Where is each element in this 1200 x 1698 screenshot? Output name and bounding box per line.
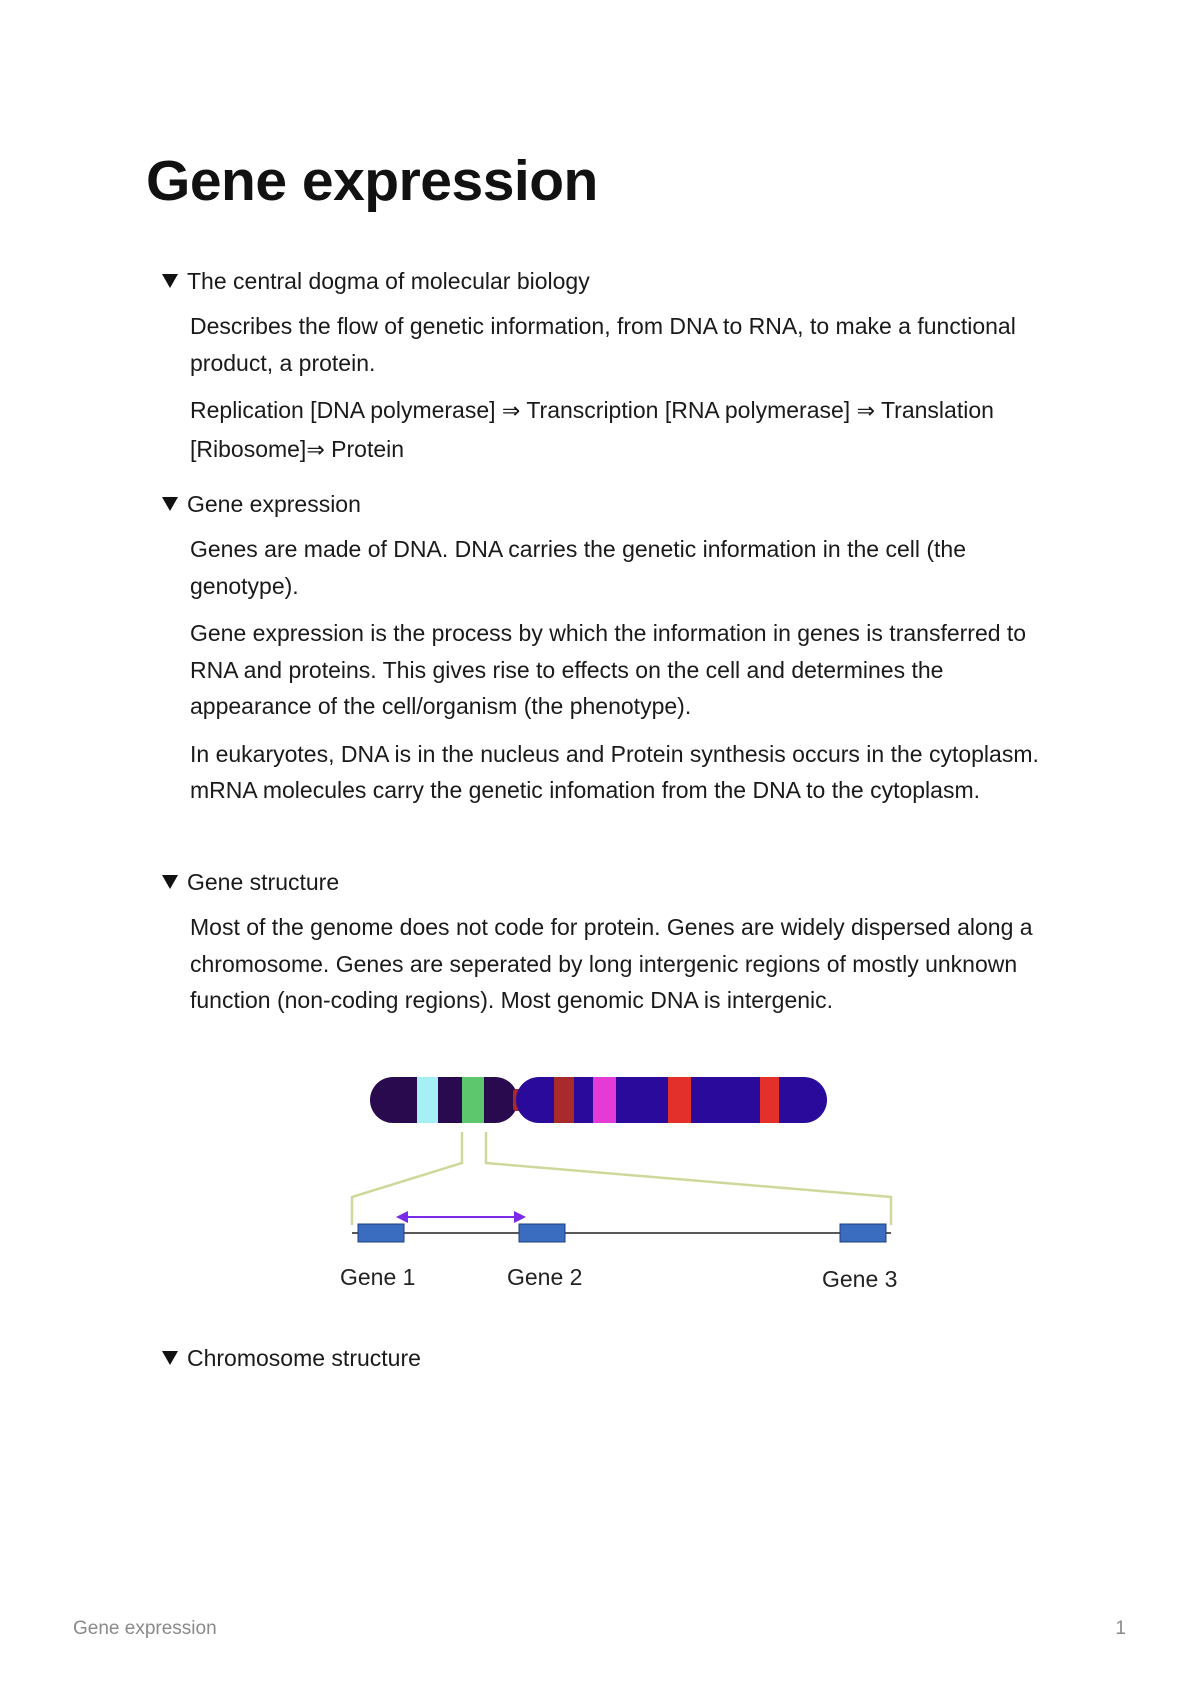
diagram-svg <box>330 1065 920 1305</box>
paragraph: In eukaryotes, DNA is in the nucleus and Protein synthesis occurs in the cytoplasm. mRNA molecules carry the genetic infomation from the DNA to the cytoplasm. <box>190 740 1039 803</box>
double-arrow-icon: ⇒ <box>856 399 875 424</box>
double-arrow-icon: ⇒ <box>306 437 325 463</box>
footer-page-number: 1 <box>1115 1618 1126 1639</box>
paragraph: Genes are made of DNA. DNA carries the genetic information in the cell (the genotype). <box>190 536 966 599</box>
chromosome-left-body <box>370 1077 518 1123</box>
paragraph: Gene expression is the process by which the information in genes is transferred to RNA and proteins. This gives rise to effects on the cell and determines the appearance of the cell/organism (the phenotype). <box>190 620 1027 719</box>
toggle-triangle-icon[interactable] <box>162 497 178 511</box>
chromosome-right-arm <box>516 1077 827 1123</box>
flow-step-transcription: Transcription [RNA polymerase] <box>526 397 851 423</box>
toggle-section-gene-expression <box>162 489 1062 809</box>
span-arrow-head-right <box>514 1211 526 1223</box>
gene-1-box <box>358 1224 404 1242</box>
band-red <box>760 1077 779 1123</box>
footer-title: Gene expression <box>73 1618 217 1639</box>
zoom-line-left <box>352 1132 462 1225</box>
paragraph: Most of the genome does not code for protein. Genes are widely dispersed along a chromosome. Genes are seperated by long intergenic regions of mostly unknown function (non-coding regions). Most genomic DNA is intergenic. <box>190 914 1033 1013</box>
band-red <box>668 1077 691 1123</box>
flow-step-replication: Replication [DNA polymerase] <box>190 397 496 423</box>
toggle-heading: The central dogma of molecular biology <box>187 268 590 294</box>
flow-paragraph <box>190 392 1070 469</box>
band-green <box>462 1077 484 1123</box>
toggle-section-chromosome-structure <box>162 1343 1062 1373</box>
flow-step-protein: Protein <box>331 435 405 462</box>
toggle-header-chromosome-structure[interactable] <box>162 1343 1062 1373</box>
span-arrow-head-left <box>396 1211 408 1223</box>
paragraph: Describes the flow of genetic information, from DNA to RNA, to make a functional product, a protein. <box>190 313 1016 376</box>
gene-1-label: Gene 1 <box>340 1264 416 1290</box>
band-cyan <box>417 1077 438 1123</box>
toggle-heading: Gene structure <box>187 869 340 895</box>
band-magenta <box>593 1077 616 1123</box>
zoom-line-right <box>486 1132 891 1225</box>
toggle-triangle-icon[interactable] <box>162 1351 178 1365</box>
toggle-header-central-dogma[interactable] <box>162 266 1062 296</box>
toggle-header-gene-structure[interactable] <box>162 867 1062 897</box>
toggle-triangle-icon[interactable] <box>162 274 178 288</box>
gene-3-label: Gene 3 <box>822 1266 898 1292</box>
toggle-heading: Chromosome structure <box>187 1345 421 1371</box>
toggle-section-gene-structure <box>162 867 1062 1019</box>
page-title: Gene expression <box>146 149 598 213</box>
toggle-header-gene-expression[interactable] <box>162 489 1062 519</box>
band-brown <box>554 1077 574 1123</box>
gene-2-box <box>519 1224 565 1242</box>
chromosome-left-arm <box>370 1077 518 1123</box>
flow-step-translation: Translation [Ribosome] <box>190 397 994 462</box>
toggle-triangle-icon[interactable] <box>162 875 178 889</box>
gene-3-box <box>840 1224 886 1242</box>
toggle-heading: Gene expression <box>187 491 361 517</box>
gene-structure-diagram <box>330 1065 920 1305</box>
toggle-section-central-dogma <box>162 266 1062 469</box>
gene-2-label: Gene 2 <box>507 1264 583 1290</box>
double-arrow-icon: ⇒ <box>501 399 521 424</box>
